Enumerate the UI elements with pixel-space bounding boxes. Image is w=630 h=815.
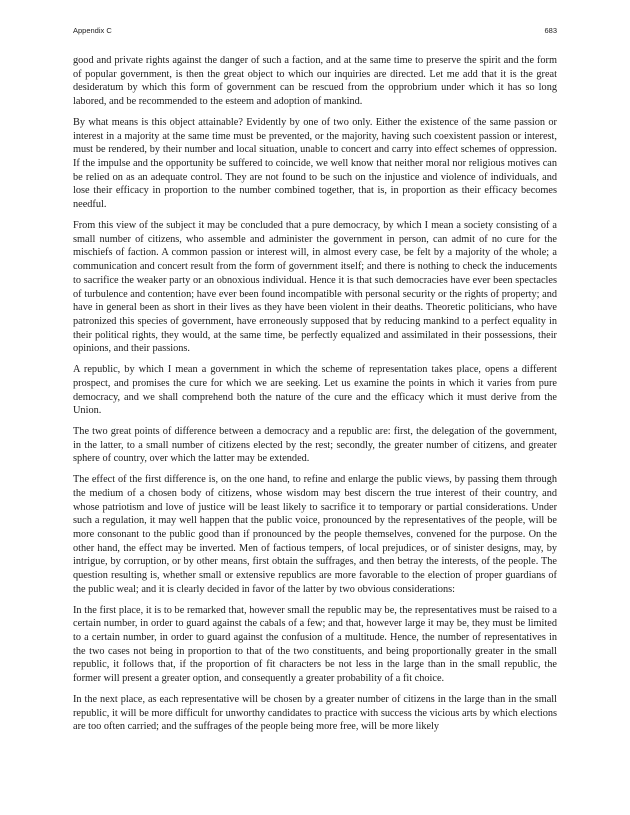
paragraph-4: A republic, by which I mean a government in which the scheme of representation takes place, opens a different prospect, and promises the cure for which we are seeking. Let us examine the points in which it varies from pure democracy, and we shall comprehend both the nature of the cure and the efficacy which it must derive from the Union. xyxy=(73,364,557,417)
paragraph-5: The two great points of difference between a democracy and a republic are: first, the delegation of the government, in the latter, to a small number of citizens elected by the rest; secondly, the greater number of citizens, and greater sphere of country, over which the latter may be extended. xyxy=(73,425,557,465)
paragraph-1: good and private rights against the danger of such a faction, and at the same time to preserve the spirit and the form of popular government, is then the great object to which our inquiries are directed. Let me add that it is the great desideratum by which this form of government can be rescued from the opprobrium under which it has so long labored, and be recommended to the esteem and adoption of mankind. xyxy=(73,55,557,108)
page-number: 683 xyxy=(544,26,557,35)
running-header xyxy=(73,26,557,38)
paragraph-8: In the next place, as each representative will be chosen by a greater number of citizens in the large than in the small republic, it will be more difficult for unworthy candidates to practice with success the vicious arts by which elections are too often carried; and the suffrages of the people being more free, will be more likely xyxy=(73,693,557,733)
paragraph-6: The effect of the first difference is, on the one hand, to refine and enlarge the public views, by passing them through the medium of a chosen body of citizens, whose wisdom may best discern the true interest of their country, and whose patriotism and love of justice will be least likely to sacrifice it to temporary or partial considerations. Under such a regulation, it may well happen that the public voice, pronounced by the representatives of the people, will be more consonant to the public good than if pronounced by the people themselves, convened for the purpose. On the other hand, the effect may be inverted. Men of factious tempers, of local prejudices, or of sinister designs, may, by intrigue, by corruption, or by other means, first obtain the suffrages, and then betray the interests, of the people. The question resulting is, whether small or extensive republics are more favorable to the election of proper guardians of the public weal; and it is clearly decided in favor of the latter by two obvious considerations: xyxy=(73,474,557,595)
paragraph-7: In the first place, it is to be remarked that, however small the republic may be, the representatives must be raised to a certain number, in order to guard against the cabals of a few; and that, however large it may be, they must be limited to a certain number, in order to guard against the confusion of a multitude. Hence, the number of representatives in the two cases not being in proportion to that of the two constituents, and being proportionally greater in the small republic, it follows that, if the proportion of fit characters be not less in the large than in the small republic, the former will present a greater option, and consequently a greater probability of a fit choice. xyxy=(73,604,557,685)
paragraph-2: By what means is this object attainable? Evidently by one of two only. Either the existence of the same passion or interest in a majority at the same time must be prevented, or the majority, having such coexistent passion or interest, must be rendered, by their number and local situation, unable to concert and carry into effect schemes of oppression. If the impulse and the opportunity be suffered to coincide, we well know that neither moral nor religious motives can be relied on as an adequate control. They are not found to be such on the injustice and violence of individuals, and lose their efficacy in proportion to the number combined together, that is, in proportion as their efficacy becomes needful. xyxy=(73,116,557,211)
paragraph-3: From this view of the subject it may be concluded that a pure democracy, by which I mean a society consisting of a small number of citizens, who assemble and administer the government in person, can admit of no cure for the mischiefs of faction. A common passion or interest will, in almost every case, be felt by a majority of the whole; a communication and concert result from the form of government itself; and there is nothing to check the inducements to sacrifice the weaker party or an obnoxious individual. Hence it is that such democracies have ever been spectacles of turbulence and contention; have ever been found incompatible with personal security or the rights of property; and have in general been as short in their lives as they have been violent in their deaths. Theoretic politicians, who have patronized this species of government, have erroneously supposed that by reducing mankind to a perfect equality in their political rights, they would, at the same time, be perfectly equalized and assimilated in their possessions, their opinions, and their passions. xyxy=(73,219,557,355)
body-text xyxy=(73,54,557,734)
header-section: Appendix C xyxy=(73,26,112,35)
